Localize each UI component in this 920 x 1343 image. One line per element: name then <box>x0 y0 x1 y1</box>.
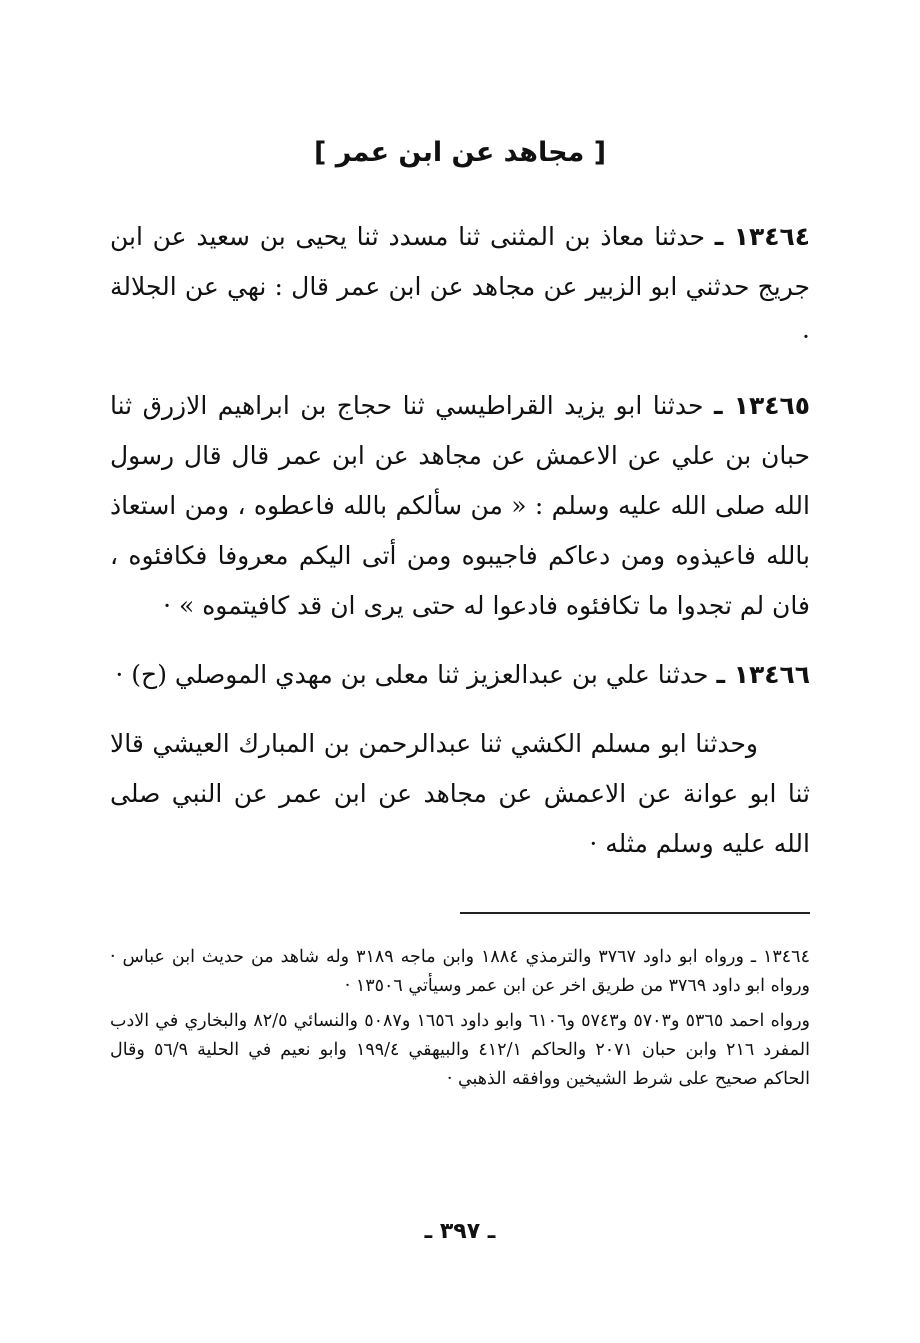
hadith-text: حدثنا معاذ بن المثنى ثنا مسدد ثنا يحيى بن سعيد عن ابن جريج حدثني ابو الزبير عن مجاهد عن ابن عمر قال : نهي عن الجلالة · <box>110 222 810 351</box>
footnotes-block <box>110 943 810 1100</box>
footnote-13465: ورواه احمد ٥٣٦٥ و٥٧٠٣ و٥٧٤٣ و٦١٠٦ وابو داود ١٦٥٦ و٥٠٨٧ والنسائي ٨٢/٥ والبخاري في الادب المفرد ٢١٦ وابن حبان ٢٠٧١ والحاكم ٤١٢/١ والبيهقي ١٩٩/٤ وابو نعيم في الحلية ٥٦/٩ وقال الحاكم صحيح على شرط الشيخين ووافقه الذهبي · <box>110 1011 811 1089</box>
footnote-divider <box>460 912 810 914</box>
main-text-block <box>110 212 810 888</box>
hadith-continuation: وحدثنا ابو مسلم الكشي ثنا عبدالرحمن بن المبارك العيشي قالا ثنا ابو عوانة عن الاعمش عن مجاهد عن ابن عمر عن النبي صلى الله عليه وسلم مثله · <box>110 729 810 858</box>
section-heading: [ مجاهد عن ابن عمر ] <box>313 137 607 168</box>
hadith-13465 <box>110 381 810 631</box>
footnote-13464: ١٣٤٦٤ ـ ورواه ابو داود ٣٧٦٧ والترمذي ١٨٨٤ وابن ماجه ٣١٨٩ وله شاهد من حديث ابن عباس · ورواه ابو داود ٣٧٦٩ من طريق اخر عن ابن عمر وسيأتي ١٣٥٠٦ · <box>110 947 810 996</box>
hadith-13466 <box>110 650 810 700</box>
hadith-number: ١٣٤٦٥ ـ <box>713 391 811 420</box>
page-number: ـ ٣٩٧ ـ <box>424 1219 496 1244</box>
hadith-text: حدثنا علي بن عبدالعزيز ثنا معلى بن مهدي الموصلي (ح) · <box>115 660 709 689</box>
hadith-text: حدثنا ابو يزيد القراطيسي ثنا حجاج بن ابراهيم الازرق ثنا حبان بن علي عن الاعمش عن مجاهد عن ابن عمر قال قال رسول الله صلى الله عليه وسلم : « من سألكم بالله فاعطوه ، ومن استعاذ بالله فاعيذوه ومن دعاكم فاجيبوه ومن أتى اليكم معروفا فكافئوه ، فان لم تجدوا ما تكافئوه فادعوا له حتى يرى ان قد كافيتموه » · <box>110 391 810 620</box>
hadith-13464 <box>110 212 810 362</box>
hadith-number: ١٣٤٦٦ ـ <box>716 660 810 689</box>
hadith-number: ١٣٤٦٤ ـ <box>714 222 811 251</box>
